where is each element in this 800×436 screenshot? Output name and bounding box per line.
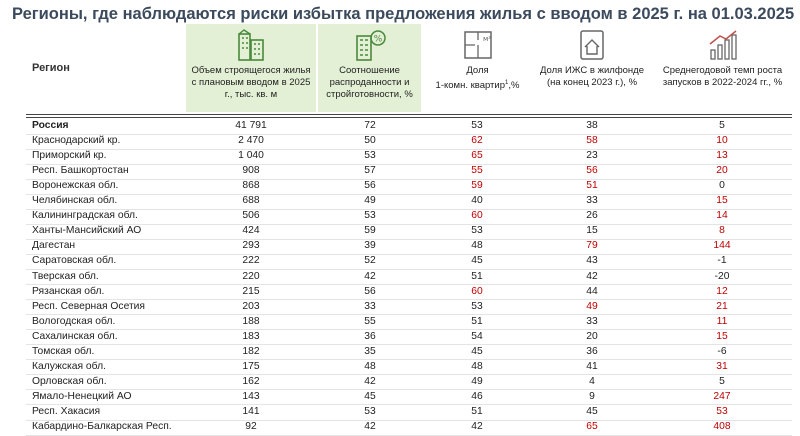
- cell-v3: 42: [471, 421, 483, 432]
- cell-v1: 424: [242, 225, 260, 237]
- cell-v4: 38: [586, 120, 598, 131]
- cell-v4: 4: [589, 375, 595, 387]
- cell-v3: 51: [471, 405, 483, 417]
- cell-v4: 33: [586, 195, 598, 207]
- cell-v3: 46: [471, 390, 483, 402]
- cell-v1: 188: [242, 315, 260, 327]
- header-col3-b: 1-комн. квартир: [435, 80, 505, 92]
- region-name: Приморский кр.: [32, 150, 107, 162]
- cell-v5: 31: [716, 360, 728, 372]
- cell-v5: 5: [719, 375, 725, 387]
- table-row: [26, 330, 792, 346]
- cell-v5: 408: [713, 421, 731, 432]
- region-name: Челябинская обл.: [32, 195, 118, 207]
- cell-v4: 26: [586, 210, 598, 222]
- table-row: [26, 315, 792, 331]
- header-col3-a: Доля: [466, 65, 489, 76]
- cell-v5: 0: [719, 180, 725, 192]
- cell-v4: 9: [589, 390, 595, 402]
- growth-chart-icon: [706, 28, 740, 62]
- cell-v4: 79: [586, 240, 598, 252]
- cell-v2: 50: [364, 135, 376, 147]
- region-name: Россия: [32, 120, 69, 131]
- house-document-icon: [575, 28, 609, 62]
- cell-v3: 60: [471, 210, 483, 222]
- cell-v3: 48: [471, 240, 483, 252]
- cell-v3: 48: [471, 360, 483, 372]
- region-name: Краснодарский кр.: [32, 135, 121, 147]
- region-name: Калужская обл.: [32, 360, 106, 372]
- cell-v2: 72: [364, 120, 376, 131]
- cell-v1: 162: [242, 375, 260, 387]
- cell-v1: 868: [242, 180, 260, 192]
- region-name: Калининградская обл.: [32, 210, 138, 222]
- cell-v3: 60: [471, 285, 483, 297]
- cell-v5: 8: [719, 225, 725, 237]
- table-row: [26, 345, 792, 361]
- cell-v4: 65: [586, 421, 598, 432]
- cell-v5: 15: [716, 330, 728, 342]
- cell-v5: 53: [716, 405, 728, 417]
- cell-v4: 51: [586, 180, 598, 192]
- cell-v4: 36: [586, 345, 598, 357]
- cell-v4: 45: [586, 405, 598, 417]
- table-row: [26, 270, 792, 286]
- cell-v5: 11: [716, 315, 728, 327]
- table-row: [26, 194, 792, 210]
- table-row: [26, 285, 792, 301]
- cell-v4: 58: [586, 135, 598, 147]
- building-percent-icon: [353, 28, 387, 62]
- cell-v2: 53: [364, 210, 376, 222]
- table-row: [26, 179, 792, 195]
- page-title: Регионы, где наблюдаются риски избытка предложения жилья с вводом в 2025 г. на 01.03.2025: [12, 5, 795, 23]
- region-name: Дагестан: [32, 240, 76, 252]
- cell-v2: 53: [364, 405, 376, 417]
- cell-v3: 62: [471, 135, 483, 147]
- cell-v4: 44: [586, 285, 598, 297]
- cell-v3: 51: [471, 315, 483, 327]
- cell-v5: 5: [719, 120, 725, 131]
- header-region: Регион: [32, 62, 70, 74]
- cell-v2: 49: [364, 195, 376, 207]
- cell-v5: 21: [716, 300, 728, 312]
- table-row: [26, 224, 792, 240]
- cell-v2: 56: [364, 180, 376, 192]
- table-row: [26, 420, 792, 436]
- cell-v1: 92: [245, 421, 257, 432]
- cell-v3: 53: [471, 300, 483, 312]
- cell-v5: 144: [713, 240, 731, 252]
- region-name: Респ. Северная Осетия: [32, 300, 145, 312]
- cell-v5: -20: [714, 270, 730, 282]
- table-row: [26, 390, 792, 406]
- cell-v4: 15: [586, 225, 598, 237]
- header-col3-c: ,%: [508, 80, 520, 92]
- cell-v1: 2 470: [238, 135, 264, 147]
- region-name: Вологодская обл.: [32, 315, 116, 327]
- cell-v5: 14: [716, 210, 728, 222]
- header-col-sales-ratio: [318, 24, 421, 112]
- cell-v2: 53: [364, 150, 376, 162]
- cell-v3: 59: [471, 180, 483, 192]
- header-col-izhs-share: [533, 24, 651, 112]
- cell-v2: 42: [364, 270, 376, 282]
- cell-v1: 183: [242, 330, 260, 342]
- table-row: [26, 134, 792, 150]
- table-row: [26, 405, 792, 421]
- cell-v3: 49: [471, 375, 483, 387]
- table-row: [26, 254, 792, 270]
- cell-v4: 42: [586, 270, 598, 282]
- region-name: Тверская обл.: [32, 270, 99, 282]
- cell-v2: 56: [364, 285, 376, 297]
- cell-v1: 203: [242, 300, 260, 312]
- region-name: Кабардино-Балкарская Респ.: [32, 421, 172, 432]
- cell-v3: 53: [471, 120, 483, 131]
- cell-v3: 54: [471, 330, 483, 342]
- cell-v3: 45: [471, 345, 483, 357]
- cell-v3: 53: [471, 225, 483, 237]
- cell-v5: 15: [716, 195, 728, 207]
- region-name: Рязанская обл.: [32, 285, 105, 297]
- cell-v3: 45: [471, 255, 483, 267]
- cell-v1: 293: [242, 240, 260, 252]
- svg-text:%: %: [373, 34, 382, 45]
- cell-v1: 41 791: [235, 120, 267, 131]
- region-name: Сахалинская обл.: [32, 330, 118, 342]
- cell-v5: -6: [717, 345, 727, 357]
- cell-v3: 55: [471, 165, 483, 177]
- buildings-icon: [236, 28, 266, 62]
- cell-v5: -1: [717, 255, 727, 267]
- cell-v3: 51: [471, 270, 483, 282]
- region-name: Воронежская обл.: [32, 180, 119, 192]
- cell-v2: 35: [364, 345, 376, 357]
- cell-v1: 222: [242, 255, 260, 267]
- header-col2-label: Соотношение распроданности и стройготовности, %: [326, 65, 413, 100]
- floorplan-icon: [461, 28, 495, 62]
- cell-v1: 141: [242, 405, 260, 417]
- table-row: [26, 360, 792, 376]
- cell-v1: 215: [242, 285, 260, 297]
- cell-v5: 10: [716, 135, 728, 147]
- table-row: [26, 239, 792, 255]
- header-divider: [26, 114, 792, 115]
- cell-v3: 65: [471, 150, 483, 162]
- header-col3-label: [425, 65, 530, 92]
- cell-v2: 45: [364, 390, 376, 402]
- region-name: Саратовская обл.: [32, 255, 117, 267]
- region-name: Респ. Хакасия: [32, 405, 101, 417]
- cell-v4: 49: [586, 300, 598, 312]
- cell-v2: 55: [364, 315, 376, 327]
- region-name: Томская обл.: [32, 345, 95, 357]
- cell-v1: 506: [242, 210, 260, 222]
- cell-v2: 36: [364, 330, 376, 342]
- cell-v1: 182: [242, 345, 260, 357]
- header-col5-label: Среднегодовой темп роста запусков в 2022-2024 гг., %: [662, 65, 783, 88]
- table-row: [26, 300, 792, 316]
- cell-v4: 33: [586, 315, 598, 327]
- region-name: Орловская обл.: [32, 375, 107, 387]
- cell-v2: 39: [364, 240, 376, 252]
- cell-v2: 48: [364, 360, 376, 372]
- region-name: Ямало-Ненецкий АО: [32, 390, 132, 402]
- cell-v2: 59: [364, 225, 376, 237]
- cell-v1: 688: [242, 195, 260, 207]
- cell-v1: 1 040: [238, 150, 264, 162]
- cell-v2: 42: [364, 421, 376, 432]
- cell-v4: 43: [586, 255, 598, 267]
- cell-v2: 33: [364, 300, 376, 312]
- table-row: [26, 209, 792, 225]
- table-row: [26, 119, 792, 135]
- cell-v2: 57: [364, 165, 376, 177]
- cell-v5: 12: [716, 285, 728, 297]
- cell-v4: 41: [586, 360, 598, 372]
- cell-v4: 20: [586, 330, 598, 342]
- table-row: [26, 164, 792, 180]
- header-col-one-room-share: [425, 24, 530, 112]
- header-divider-2: [26, 117, 792, 118]
- cell-v4: 56: [586, 165, 598, 177]
- cell-v1: 908: [242, 165, 260, 177]
- region-name: Ханты-Мансийский АО: [32, 225, 142, 237]
- cell-v1: 175: [242, 360, 260, 372]
- table-row: [26, 149, 792, 165]
- cell-v4: 23: [586, 150, 598, 162]
- svg-text:м²: м²: [482, 35, 491, 43]
- cell-v2: 42: [364, 375, 376, 387]
- header-col-construction-volume: [186, 24, 316, 112]
- cell-v3: 40: [471, 195, 483, 207]
- cell-v5: 20: [716, 165, 728, 177]
- table-row: [26, 375, 792, 391]
- cell-v5: 13: [716, 150, 728, 162]
- cell-v2: 52: [364, 255, 376, 267]
- header-col3-footnote: 1: [505, 80, 509, 86]
- region-name: Респ. Башкортостан: [32, 165, 129, 177]
- header-col1-label: Объем строящегося жилья с плановым вводом в 2025 г., тыс. кв. м: [191, 65, 311, 100]
- header-col-growth-rate: [655, 24, 790, 112]
- header-col4-label: Доля ИЖС в жилфонде (на конец 2023 г.), %: [540, 65, 644, 88]
- cell-v1: 143: [242, 390, 260, 402]
- cell-v1: 220: [242, 270, 260, 282]
- cell-v5: 247: [713, 390, 731, 402]
